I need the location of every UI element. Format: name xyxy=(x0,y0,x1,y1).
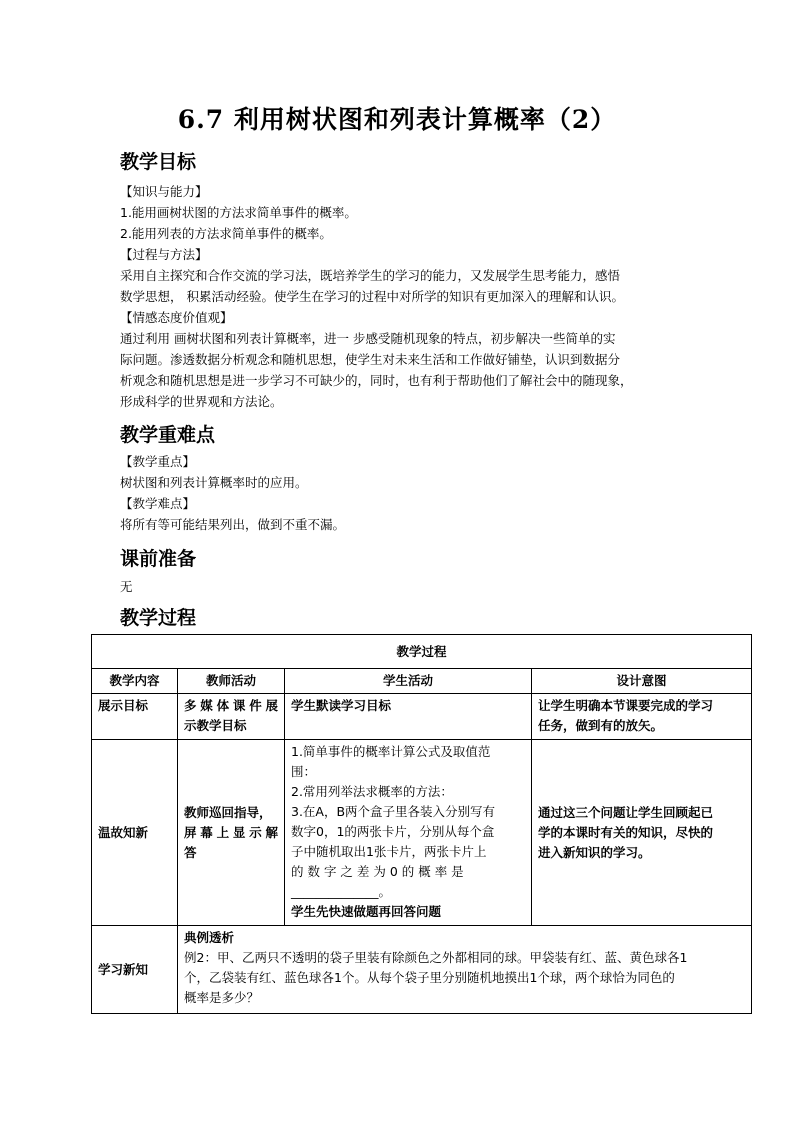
column-header: 设计意图 xyxy=(532,669,752,694)
column-header: 教学内容 xyxy=(92,669,178,694)
cell-line: 2.常用列举法求概率的方法： xyxy=(291,784,453,799)
cell-line: 多媒体课件展 xyxy=(184,698,278,713)
cell-line: 学生默读学习目标 xyxy=(291,698,392,713)
paragraph-line: 形成科学的世界观和方法论。 xyxy=(120,394,283,409)
cell-line: 任务，做到有的放矢。 xyxy=(538,718,664,733)
column-header: 学生活动 xyxy=(285,669,532,694)
table-row xyxy=(92,740,752,926)
cell-line: 屏幕上显示解 xyxy=(184,824,278,840)
row-content: 学习新知 xyxy=(92,926,178,1014)
row-example xyxy=(178,926,752,1014)
paragraph-line: 际问题。渗透数据分析观念和随机思想，使学生对未来生活和工作做好铺垫，认识到数据分 xyxy=(120,352,621,367)
cell-line: 例2：甲、乙两只不透明的袋子里装有除颜色之外都相同的球。甲袋装有红、蓝、黄色球各1 xyxy=(184,950,688,965)
paragraph-line: 数学思想， 积累活动经验。使学生在学习的过程中对所学的知识有更加深入的理解和认识。 xyxy=(120,289,624,304)
cell-line: 示教学目标 xyxy=(184,718,247,733)
process-paragraph xyxy=(120,265,680,307)
row-student xyxy=(285,740,532,926)
objectives-heading: 教学目标 xyxy=(120,151,197,173)
cell-line: 学的本课时有关的知识，尽快的 xyxy=(538,824,714,840)
difficulty-label: 【教学难点】 xyxy=(120,496,196,511)
table-row xyxy=(92,926,752,1014)
key-points-heading: 教学重难点 xyxy=(120,424,216,446)
page-title: 6.7 利用树状图和列表计算概率（2） xyxy=(177,105,617,134)
paragraph-line: 通过利用 画树状图和列表计算概率，进一 步感受随机现象的特点，初步解决一些简单的实 xyxy=(120,331,616,346)
focus-label: 【教学重点】 xyxy=(120,454,196,469)
knowledge-item: 1.能用画树状图的方法求简单事件的概率。 xyxy=(120,205,357,220)
process-label: 【过程与方法】 xyxy=(120,247,208,262)
row-teacher xyxy=(178,694,285,740)
cell-line: ______________。 xyxy=(291,884,392,899)
cell-line: 让学生明确本节课要完成的学习 xyxy=(538,698,714,713)
cell-line: 3.在A，B两个盒子里各装入分别写有 xyxy=(291,804,496,819)
cell-line: 子中随机取出1张卡片，两张卡片上 xyxy=(291,844,487,859)
row-student xyxy=(285,694,532,740)
paragraph-line: 析观念和随机思想是进一步学习不可缺少的，同时，也有利于帮助他们了解社会中的随现象， xyxy=(120,373,633,388)
cell-line: 答 xyxy=(184,844,197,860)
knowledge-label: 【知识与能力】 xyxy=(120,184,208,199)
difficulty-text: 将所有等可能结果列出，做到不重不漏。 xyxy=(120,517,346,532)
process-table xyxy=(91,634,752,1014)
cell-line: 教师巡回指导， xyxy=(184,804,272,820)
cell-line: 通过这三个问题让学生回顾起已 xyxy=(538,804,714,820)
emotion-label: 【情感态度价值观】 xyxy=(120,310,233,325)
cell-subhead: 典例透析 xyxy=(184,930,235,945)
cell-line: 1.简单事件的概率计算公式及取值范 xyxy=(291,744,491,759)
table-title: 教学过程 xyxy=(92,635,752,669)
preparation-heading: 课前准备 xyxy=(120,548,197,570)
column-header: 教师活动 xyxy=(178,669,285,694)
focus-text: 树状图和列表计算概率时的应用。 xyxy=(120,475,308,490)
cell-line: 围： xyxy=(291,764,317,779)
row-intent xyxy=(532,694,752,740)
cell-line: 概率是多少？ xyxy=(184,990,260,1005)
paragraph-line: 采用自主探究和合作交流的学习法，既培养学生的学习的能力，又发展学生思考能力，感悟 xyxy=(120,268,621,283)
cell-line: 的 数 字 之 差 为 0 的 概 率 是 xyxy=(291,864,464,879)
cell-line: 个，乙袋装有红、蓝色球各1个。从每个袋子里分别随机地摸出1个球，两个球恰为同色的 xyxy=(184,970,675,985)
row-content: 展示目标 xyxy=(92,694,178,740)
row-intent xyxy=(532,740,752,926)
row-content: 温故知新 xyxy=(92,740,178,926)
cell-line: 学生先快速做题再回答问题 xyxy=(291,904,442,919)
process-heading: 教学过程 xyxy=(120,607,197,629)
emotion-paragraph xyxy=(120,328,680,412)
table-row xyxy=(92,694,752,740)
cell-line: 数字0，1的两张卡片，分别从每个盒 xyxy=(291,824,495,839)
preparation-text: 无 xyxy=(120,579,133,594)
knowledge-item: 2.能用列表的方法求简单事件的概率。 xyxy=(120,226,332,241)
row-teacher xyxy=(178,740,285,926)
cell-line: 进入新知识的学习。 xyxy=(538,844,651,860)
